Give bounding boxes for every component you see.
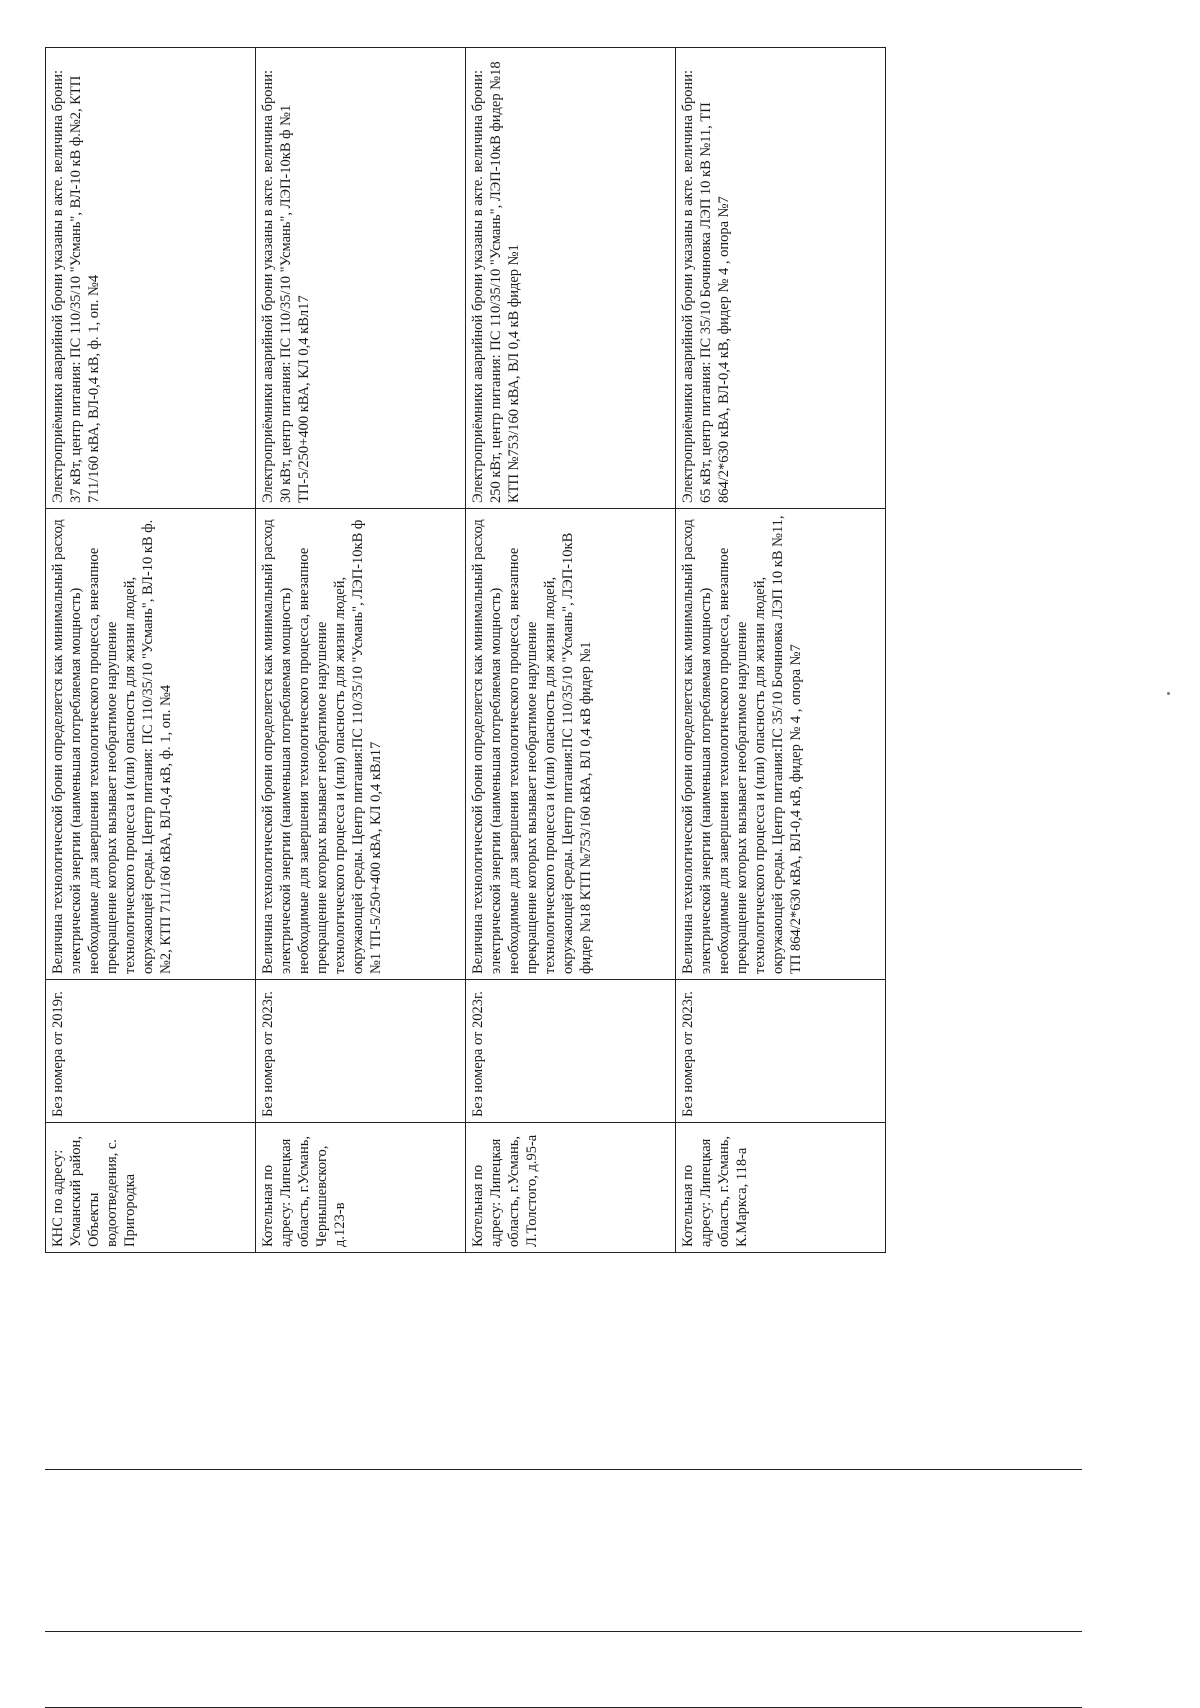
- reserve-table: [45, 47, 886, 1253]
- table-row: [676, 48, 886, 1253]
- divider-line: [45, 1631, 1082, 1632]
- object-cell: КНС по адресу: Усманский район, Объекты водоотведения, с. Пригородка: [46, 1123, 256, 1253]
- emergency-reserve-cell: Электроприёмники аварийной брони указаны в акте. величина брони: 65 кВт, центр питания: ПС 35/10 Бочиновка ЛЭП 10 кВ №11, ТП 864/2*630 кВА, ВЛ-0,4 кВ, фидер № 4 , опора №7: [676, 48, 886, 509]
- table-row: [256, 48, 466, 1253]
- object-cell: Котельная по адресу: Липецкая область, г.Усмань, К.Маркса, 118-а: [676, 1123, 886, 1253]
- tech-reserve-cell: Величина технологической брони определяется как минимальный расход электрической энергии (наименьшая потребляемая мощность) необходимые для завершения технологического процесса, внезапное прекращение которых вызывает необратимое нарушение технологического процесса и (или) опасность для жизни людей, окружающей среды. Центр питания: ПС 110/35/10 "Усмань", ВЛ-10 кВ ф.№2, КТП 711/160 кВА, ВЛ-0,4 кВ, ф. 1, оп. №4: [46, 509, 256, 980]
- table-row: [46, 48, 256, 1253]
- emergency-reserve-cell: Электроприёмники аварийной брони указаны в акте. величина брони: 250 кВт, центр питания: ПС 110/35/10 "Усмань", ЛЭП-10кВ фидер №18 КТП №753/160 кВА, ВЛ 0,4 кВ фидер №1: [466, 48, 676, 509]
- tech-reserve-cell: Величина технологической брони определяется как минимальный расход электрической энергии (наименьшая потребляемая мощность) необходимые для завершения технологического процесса, внезапное прекращение которых вызывает необратимое нарушение технологического процесса и (или) опасность для жизни людей, окружающей среды. Центр питания:ПС 110/35/10 "Усмань", ЛЭП-10кВ ф №1 ТП-5/250+400 кВА, КЛ 0,4 кВл17: [256, 509, 466, 980]
- scan-speck: [1167, 692, 1170, 695]
- tech-reserve-cell: Величина технологической брони определяется как минимальный расход электрической энергии (наименьшая потребляемая мощность) необходимые для завершения технологического процесса, внезапное прекращение которых вызывает необратимое нарушение технологического процесса и (или) опасность для жизни людей, окружающей среды. Центр питания:ПС 35/10 Бочиновка ЛЭП 10 кВ №11, ТП 864/2*630 кВА, ВЛ-0,4 кВ, фидер № 4 , опора №7: [676, 509, 886, 980]
- divider-line: [45, 1469, 1082, 1470]
- act-cell: Без номера от 2023г.: [466, 980, 676, 1123]
- object-cell: Котельная по адресу: Липецкая область, г.Усмань, Чернышевского, д.123-в: [256, 1123, 466, 1253]
- emergency-reserve-cell: Электроприёмники аварийной брони указаны в акте. величина брони: 37 кВт, центр питания: ПС 110/35/10 "Усмань", ВЛ-10 кВ ф.№2, КТП 711/160 кВА, ВЛ-0,4 кВ, ф. 1, оп. №4: [46, 48, 256, 509]
- emergency-reserve-cell: Электроприёмники аварийной брони указаны в акте. величина брони: 30 кВт, центр питания: ПС 110/35/10 "Усмань", ЛЭП-10кВ ф №1 ТП-5/250+400 кВА, КЛ 0,4 кВл17: [256, 48, 466, 509]
- object-cell: Котельная по адресу: Липецкая область, г.Усмань, Л.Толстого, д.95-а: [466, 1123, 676, 1253]
- act-cell: Без номера от 2023г.: [676, 980, 886, 1123]
- tech-reserve-cell: Величина технологической брони определяется как минимальный расход электрической энергии (наименьшая потребляемая мощность) необходимые для завершения технологического процесса, внезапное прекращение которых вызывает необратимое нарушение технологического процесса и (или) опасность для жизни людей, окружающей среды. Центр питания:ПС 110/35/10 "Усмань", ЛЭП-10кВ фидер №18 КТП №753/160 кВА, ВЛ 0,4 кВ фидер №1: [466, 509, 676, 980]
- table-row: [466, 48, 676, 1253]
- rotated-table-wrapper: [45, 48, 885, 1253]
- act-cell: Без номера от 2023г.: [256, 980, 466, 1123]
- act-cell: Без номера от 2019г.: [46, 980, 256, 1123]
